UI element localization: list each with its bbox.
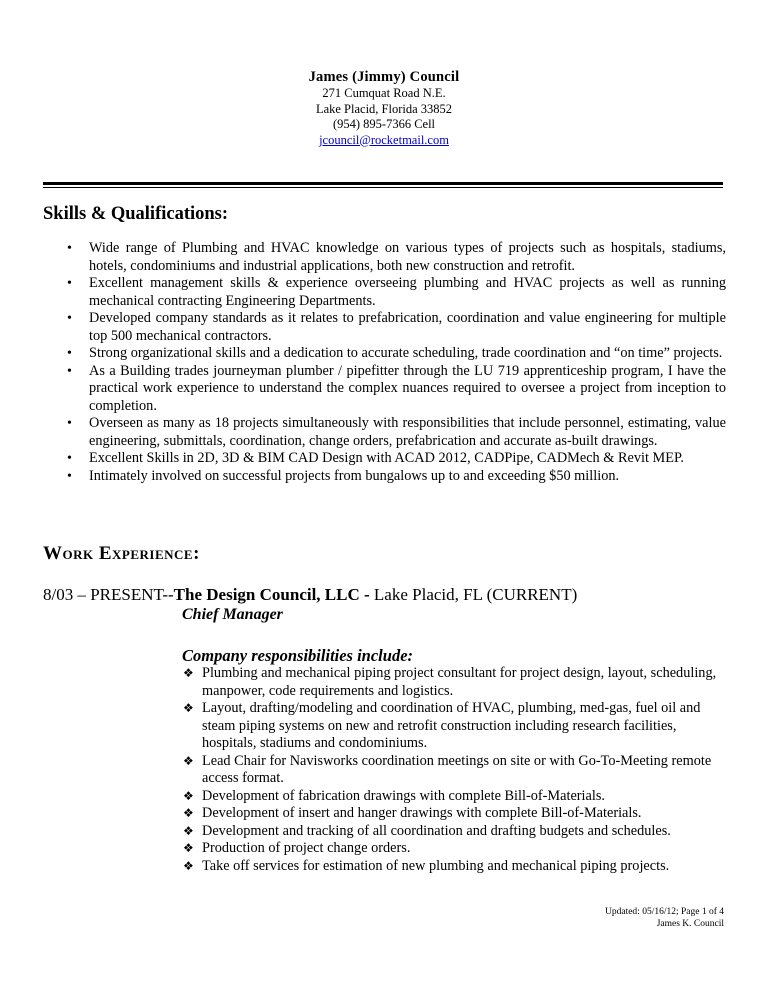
header-divider <box>43 182 723 185</box>
list-item: • Excellent Skills in 2D, 3D & BIM CAD Design with ACAD 2012, CADPipe, CADMech & Revit MEP. <box>67 450 684 466</box>
bullet-icon: • <box>67 276 72 291</box>
list-item: • As a Building trades journeyman plumber / pipefitter through the LU 719 apprenticeship program, I have the practical work experience to understand the complex nuances required to oversee a project from inception to completion. <box>67 362 726 414</box>
diamond-bullet-icon: ❖ <box>183 701 194 715</box>
list-item: ❖ Take off services for estimation of new plumbing and mechanical piping projects. <box>183 857 670 874</box>
list-item: ❖ Development of insert and hanger drawings with complete Bill-of-Materials. <box>183 805 642 821</box>
list-item: • Developed company standards as it relates to prefabrication, coordination and value engineering for multiple top 500 mechanical contractors. <box>67 310 726 344</box>
job-dates: 8/03 – PRESENT-- <box>43 585 174 604</box>
job-header <box>43 585 577 605</box>
bullet-icon: • <box>67 451 72 466</box>
list-item: • Overseen as many as 18 projects simultaneously with responsibilities that include personnel, estimating, value engineering, submittals, coordination, change orders, prefabrication and accurate as-built drawings. <box>67 415 726 449</box>
diamond-bullet-icon: ❖ <box>183 858 194 873</box>
list-item: ❖ Lead Chair for Navisworks coordination meetings on site or with Go-To-Meeting remote access format. <box>183 752 712 786</box>
address-line-2: Lake Placid, Florida 33852 <box>315 101 453 116</box>
diamond-bullet-icon: ❖ <box>183 841 194 855</box>
work-experience-heading: Work Experience: <box>43 543 200 564</box>
page-footer <box>605 906 724 930</box>
responsibilities-list <box>182 665 727 875</box>
responsibilities-heading: Company responsibilities include: <box>182 646 414 665</box>
list-item: ❖ Production of project change orders. <box>183 840 411 856</box>
footer-author: James K. Council <box>656 919 724 929</box>
diamond-bullet-icon: ❖ <box>183 753 194 768</box>
skills-heading: Skills & Qualifications: <box>43 204 229 224</box>
diamond-bullet-icon: ❖ <box>183 806 194 820</box>
diamond-bullet-icon: ❖ <box>183 823 194 838</box>
list-item: ❖ Plumbing and mechanical piping project consultant for project design, layout, scheduling, manpower, code requirements and logistics. <box>183 665 717 699</box>
list-item: • Excellent management skills & experience overseeing plumbing and HVAC projects as well as running mechanical contracting Engineering Departments. <box>67 275 726 309</box>
diamond-bullet-icon: ❖ <box>183 788 194 803</box>
footer-updated: Updated: 05/16/12; Page 1 of 4 <box>605 907 724 917</box>
diamond-bullet-icon: ❖ <box>183 666 194 680</box>
bullet-icon: • <box>67 311 72 326</box>
list-item: • Intimately involved on successful projects from bungalows up to and exceeding $50 million. <box>67 467 620 484</box>
address-line-1: 271 Cumquat Road N.E. <box>322 86 446 100</box>
list-item: ❖ Development and tracking of all coordination and drafting budgets and schedules. <box>183 822 671 839</box>
email-link[interactable]: jcouncil@rocketmail.com <box>319 132 449 147</box>
bullet-icon: • <box>67 241 72 256</box>
job-title: Chief Manager <box>182 606 283 623</box>
list-item: ❖ Layout, drafting/modeling and coordination of HVAC, plumbing, med-gas, fuel oil and steam piping systems on new and retrofit construction including research facilities, hospitals, stadiums and condominiums. <box>183 700 701 751</box>
applicant-name: James (Jimmy) Council <box>308 69 460 85</box>
bullet-icon: • <box>67 363 72 379</box>
bullet-icon: • <box>67 468 72 484</box>
list-item: • Strong organizational skills and a dedication to accurate scheduling, trade coordination and “on time” projects. <box>67 345 723 361</box>
list-item: • Wide range of Plumbing and HVAC knowledge on various types of projects such as hospitals, stadiums, hotels, condominiums and industrial applications, both new construction and retrofit. <box>67 240 726 274</box>
skills-list <box>43 240 726 485</box>
bullet-icon: • <box>67 346 72 361</box>
phone-number: (954) 895-7366 Cell <box>332 117 436 131</box>
job-location: Lake Placid, FL (CURRENT) <box>373 585 578 604</box>
bullet-icon: • <box>67 416 72 431</box>
list-item: ❖ Development of fabrication drawings with complete Bill-of-Materials. <box>183 787 605 804</box>
company-name: The Design Council, LLC - <box>173 585 374 604</box>
contact-header <box>0 68 768 148</box>
header-divider-thin <box>43 187 723 188</box>
